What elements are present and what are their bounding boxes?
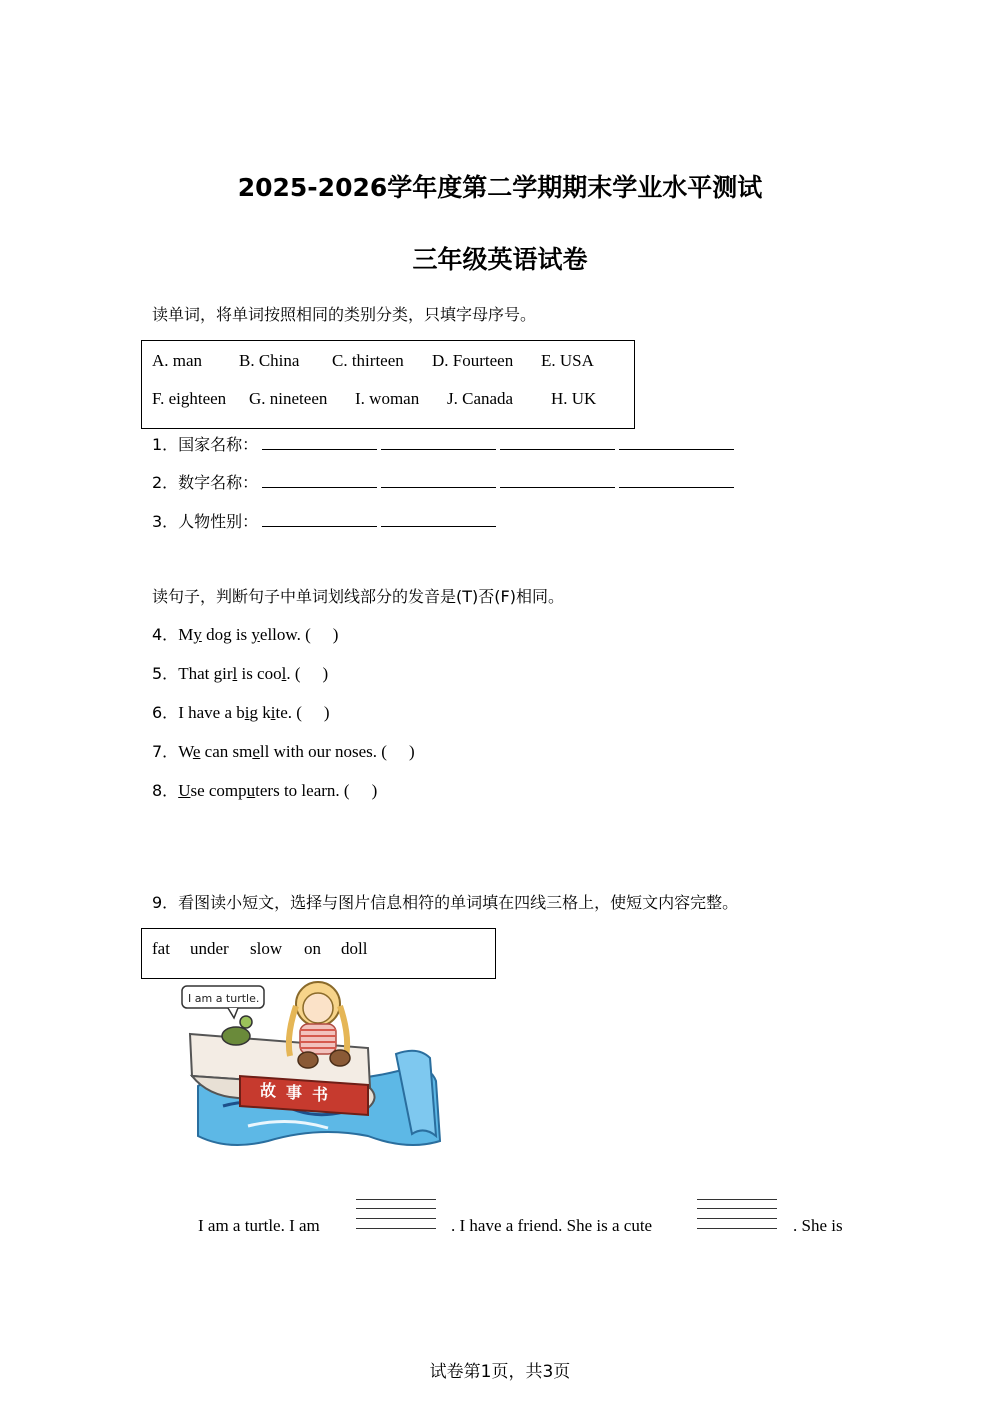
question-3 — [152, 511, 500, 532]
word-option: slow — [250, 939, 283, 958]
section3-instruction: 9．看图读小短文，选择与图片信息相符的单词填在四线三格上，使短文内容完整。 — [152, 893, 739, 912]
underlined-letter: y — [193, 625, 202, 644]
answer-blank[interactable] — [381, 434, 496, 450]
word-option: D. Fourteen — [432, 351, 514, 370]
sentence-text: dog is — [201, 625, 252, 644]
underlined-letter: y — [251, 625, 260, 644]
underlined-letter: i — [244, 703, 250, 722]
question-number: 7． — [152, 742, 179, 761]
close-paren: ) — [371, 781, 378, 800]
underlined-letter: l — [281, 664, 287, 683]
section2-instruction: 读句子，判断句子中单词划线部分的发音是(T)否(F)相同。 — [152, 587, 564, 606]
word-bank-1 — [141, 340, 635, 429]
passage-part-1: I am a turtle. I am — [198, 1216, 320, 1235]
sentence-text: se comp — [190, 781, 247, 800]
sentence-text: g k — [249, 703, 271, 722]
exam-subtitle: 三年级英语试卷 — [412, 245, 588, 274]
sentence-text: can sm — [200, 742, 253, 761]
illustration-svg — [168, 976, 453, 1156]
question-number: 5． — [152, 664, 179, 683]
question-6 — [152, 703, 330, 723]
close-paren: ) — [323, 703, 330, 722]
answer-blank[interactable] — [619, 472, 734, 488]
story-illustration — [168, 976, 453, 1156]
underlined-letter: u — [246, 781, 256, 800]
underlined-letter: e — [192, 742, 201, 761]
word-option: on — [304, 939, 321, 958]
question-number: 8． — [152, 781, 179, 800]
question-label: 2．数字名称： — [152, 473, 259, 492]
answer-blank[interactable] — [500, 434, 615, 450]
word-option: under — [190, 939, 229, 958]
question-number: 6． — [152, 703, 179, 722]
word-option: I. woman — [355, 389, 420, 408]
sentence-text: I have a b — [178, 703, 245, 722]
answer-blank[interactable] — [262, 434, 377, 450]
close-paren: ) — [322, 664, 329, 683]
close-paren: ) — [332, 625, 339, 644]
answer-blank[interactable] — [262, 511, 377, 527]
page-footer: 试卷第1页，共3页 — [429, 1362, 571, 1382]
word-option: E. USA — [541, 351, 594, 370]
underlined-letter: e — [252, 742, 260, 761]
sentence-text: W — [178, 742, 193, 761]
word-option: fat — [152, 939, 170, 958]
question-7 — [152, 742, 415, 762]
book-label: 故 事 书 — [260, 1081, 329, 1104]
answer-blank[interactable] — [619, 434, 734, 450]
word-option: F. eighteen — [152, 389, 227, 408]
underlined-letter: l — [232, 664, 238, 683]
answer-blank[interactable] — [381, 472, 496, 488]
sentence-text: ellow. ( — [259, 625, 311, 644]
word-option: A. man — [152, 351, 203, 370]
word-option: doll — [341, 939, 368, 958]
question-number: 4． — [152, 625, 179, 644]
sentence-text: M — [178, 625, 194, 644]
word-option: H. UK — [551, 389, 597, 408]
passage-part-2: . I have a friend. She is a cute — [451, 1216, 653, 1235]
speech-bubble-text: I am a turtle. — [188, 992, 260, 1005]
sentence-text: . ( — [286, 664, 301, 683]
close-paren: ) — [408, 742, 415, 761]
sentence-text: is coo — [237, 664, 282, 683]
question-4 — [152, 625, 338, 645]
answer-blank[interactable] — [381, 511, 496, 527]
underlined-letter: i — [270, 703, 276, 722]
section1-instruction: 读单词，将单词按照相同的类别分类，只填字母序号。 — [152, 305, 537, 324]
sentence-text: ll with our noses. ( — [259, 742, 387, 761]
word-option: G. nineteen — [249, 389, 328, 408]
question-5 — [152, 664, 328, 684]
question-2 — [152, 472, 738, 493]
underlined-letter: U — [178, 781, 191, 800]
sentence-text: te. ( — [275, 703, 302, 722]
four-line-grid-blank[interactable] — [697, 1199, 777, 1229]
question-label: 1．国家名称： — [152, 435, 259, 454]
sentence-text: That gir — [178, 664, 233, 683]
question-8 — [152, 781, 377, 801]
word-bank-2 — [141, 928, 496, 979]
question-1 — [152, 434, 738, 455]
answer-blank[interactable] — [500, 472, 615, 488]
word-option: C. thirteen — [332, 351, 404, 370]
passage-part-3: . She is — [793, 1216, 843, 1235]
answer-blank[interactable] — [262, 472, 377, 488]
word-option: J. Canada — [447, 389, 514, 408]
sentence-text: ters to learn. ( — [255, 781, 350, 800]
four-line-grid-blank[interactable] — [356, 1199, 436, 1229]
word-option: B. China — [239, 351, 300, 370]
question-label: 3．人物性别： — [152, 512, 259, 531]
exam-title: 2025-2026学年度第二学期期末学业水平测试 — [237, 173, 763, 202]
